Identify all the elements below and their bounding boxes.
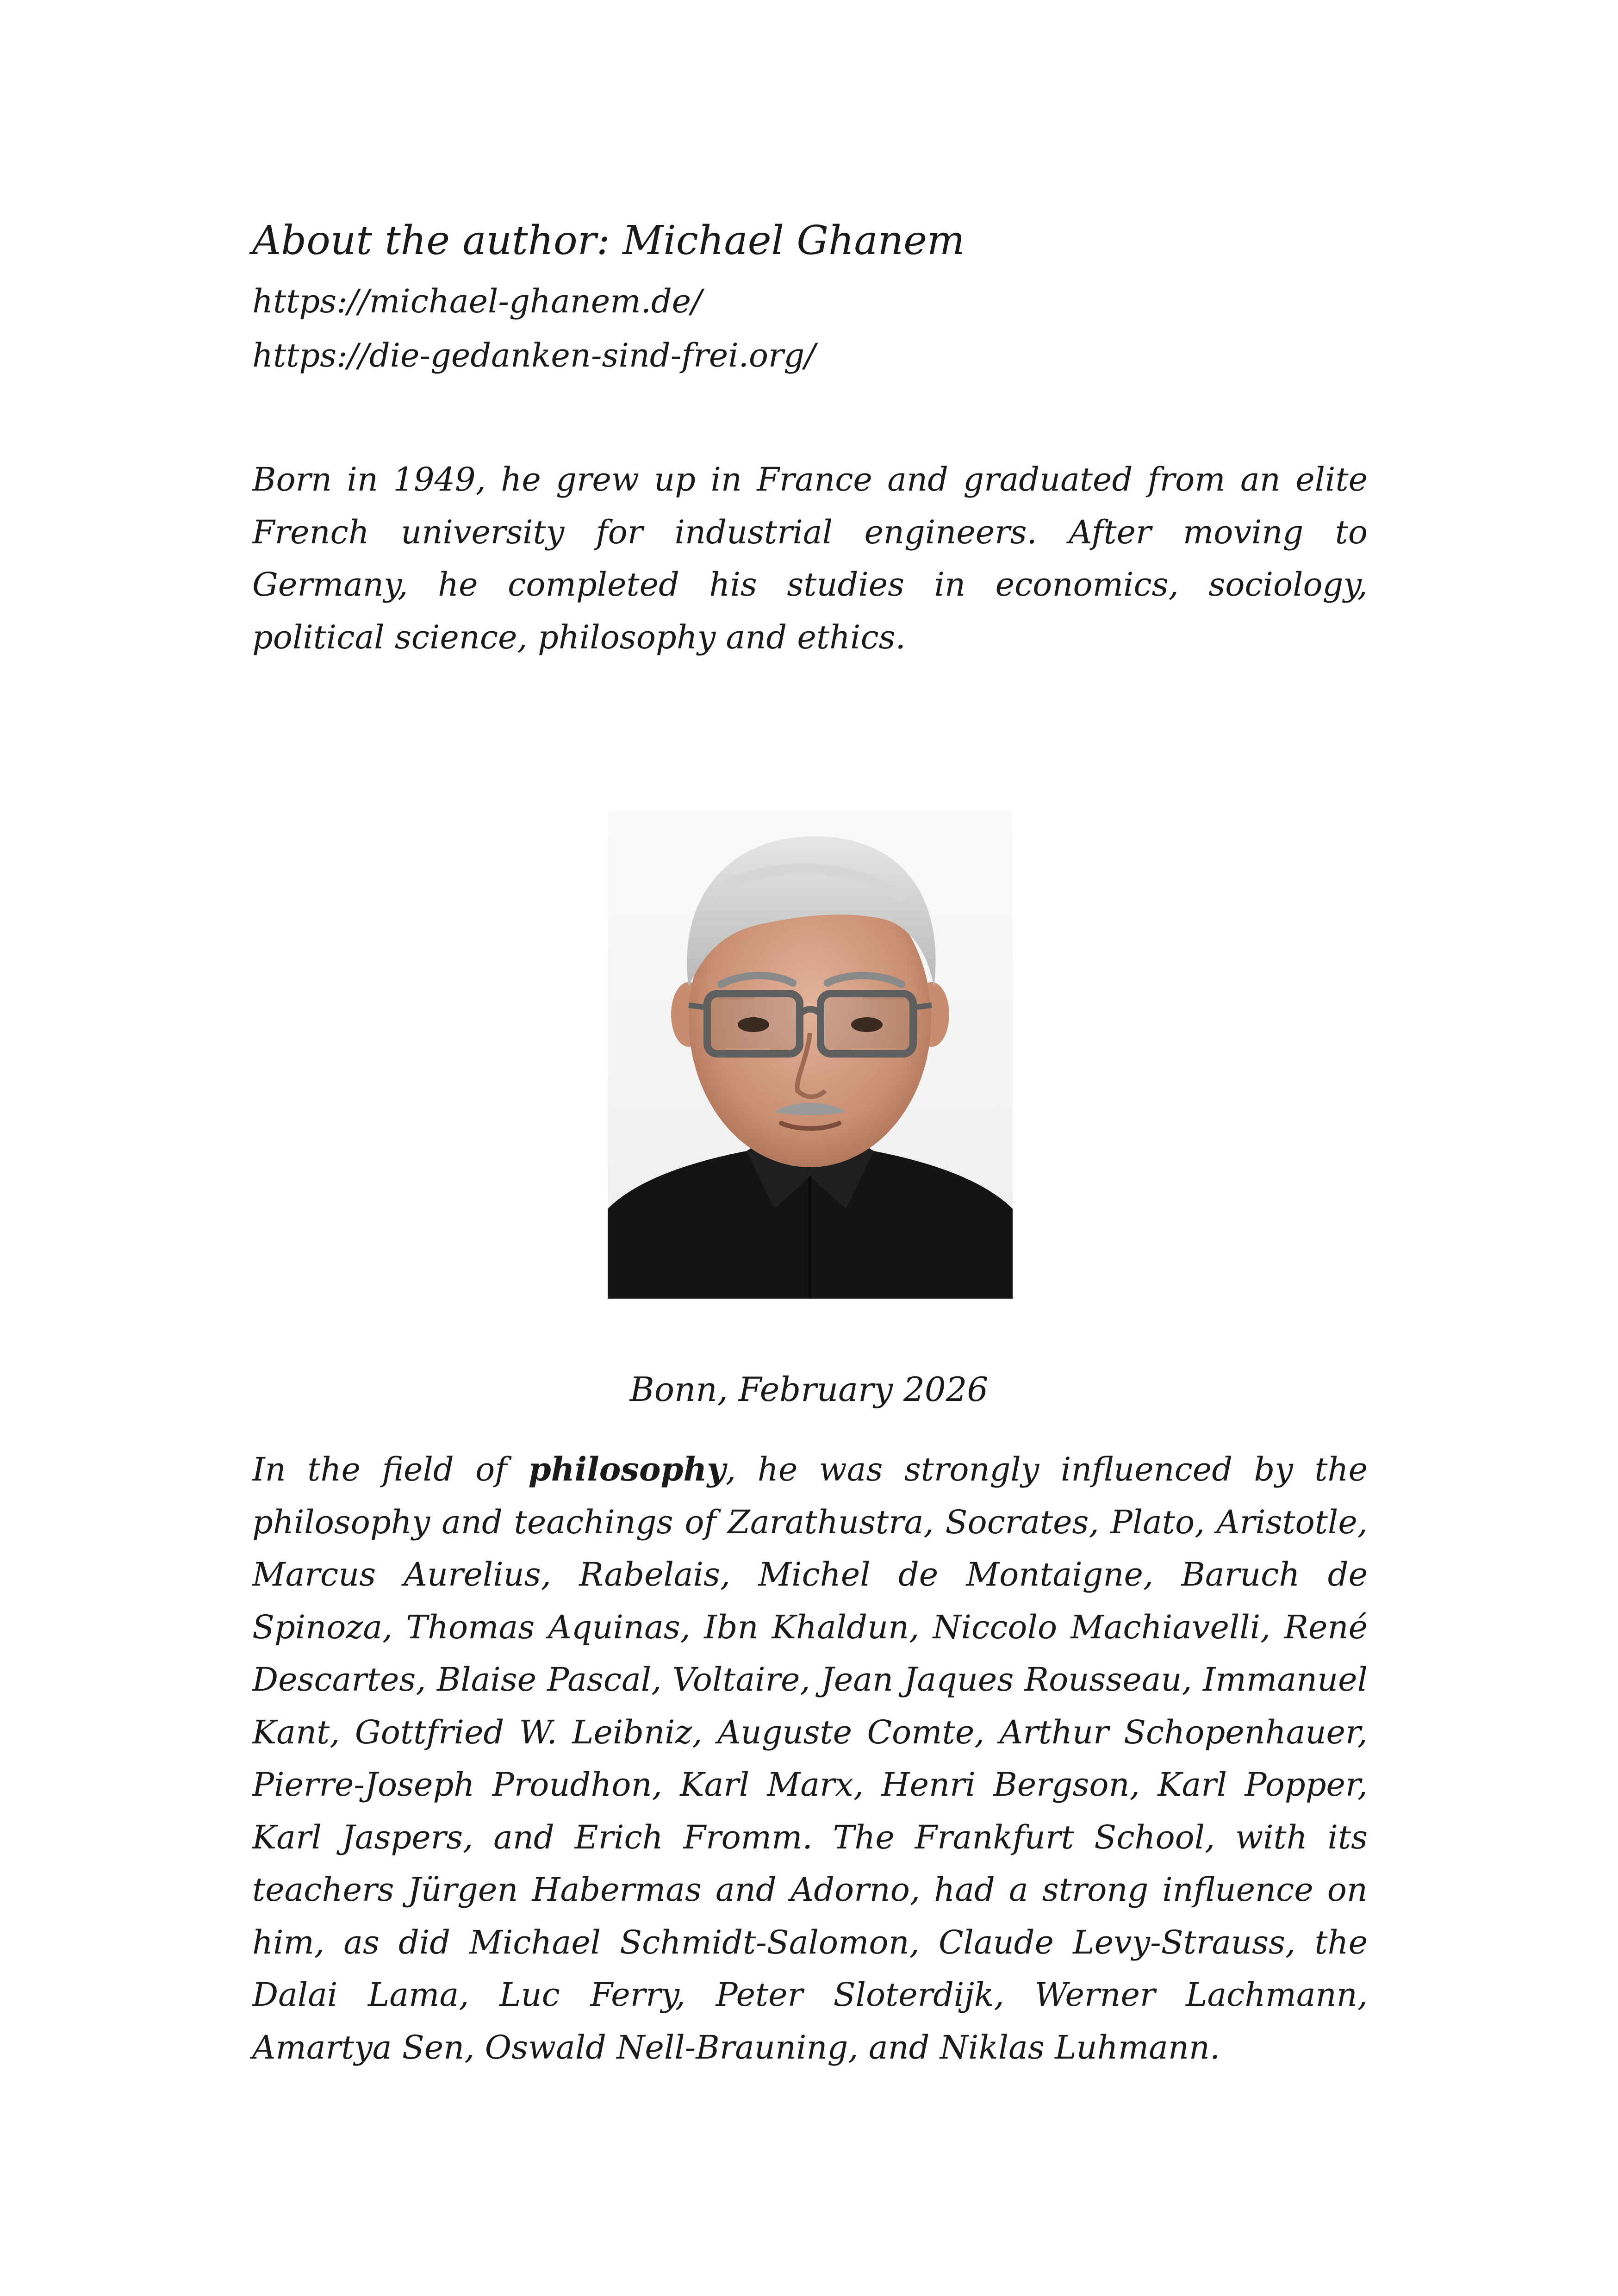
philosophy-paragraph	[252, 1443, 1368, 2074]
philosophy-text: , he was strongly influenced by the philosophy and teachings of Zarathustra, Socrates, Plato, Aristotle, Marcus Aurelius, Rabelais, Michel de Montaigne, Baruch de Spinoza, Thomas Aquinas, Ibn Khaldun, Niccolo Machiavelli, René Descartes, Blaise Pascal, Voltaire, Jean Jaques Rousseau, Immanuel Kant, Gottfried W. Leibniz, Auguste Comte, Arthur Schopenhauer, Pierre-Joseph Proudhon, Karl Marx, Henri Bergson, Karl Popper, Karl Jaspers, and Erich Fromm. The Frankfurt School, with its teachers Jürgen Habermas and Adorno, had a strong influence on him, as did Michael Schmidt-Salomon, Claude Levy-Strauss, the Dalai Lama, Luc Ferry, Peter Sloterdijk, Werner Lachmann, Amartya Sen, Oswald Nell-Brauning, and Niklas Luhmann.	[252, 1450, 1368, 2066]
author-portrait-icon	[608, 811, 1013, 1299]
philosophy-prefix: In the field of	[252, 1450, 529, 1488]
philosophy-keyword: philosophy	[528, 1450, 726, 1488]
biography-paragraph: Born in 1949, he grew up in France and graduated from an elite French university for industrial engineers. After moving to Germany, he completed his studies in economics, sociology, political science, philosophy and ethics.	[252, 460, 1368, 656]
photo-caption: Bonn, February 2026	[629, 1370, 989, 1409]
blog-website-link[interactable]: https://die-gedanken-sind-frei.org/	[252, 336, 815, 374]
page-title: About the author: Michael Ghanem	[252, 218, 965, 264]
author-website-link[interactable]: https://michael-ghanem.de/	[252, 282, 702, 320]
